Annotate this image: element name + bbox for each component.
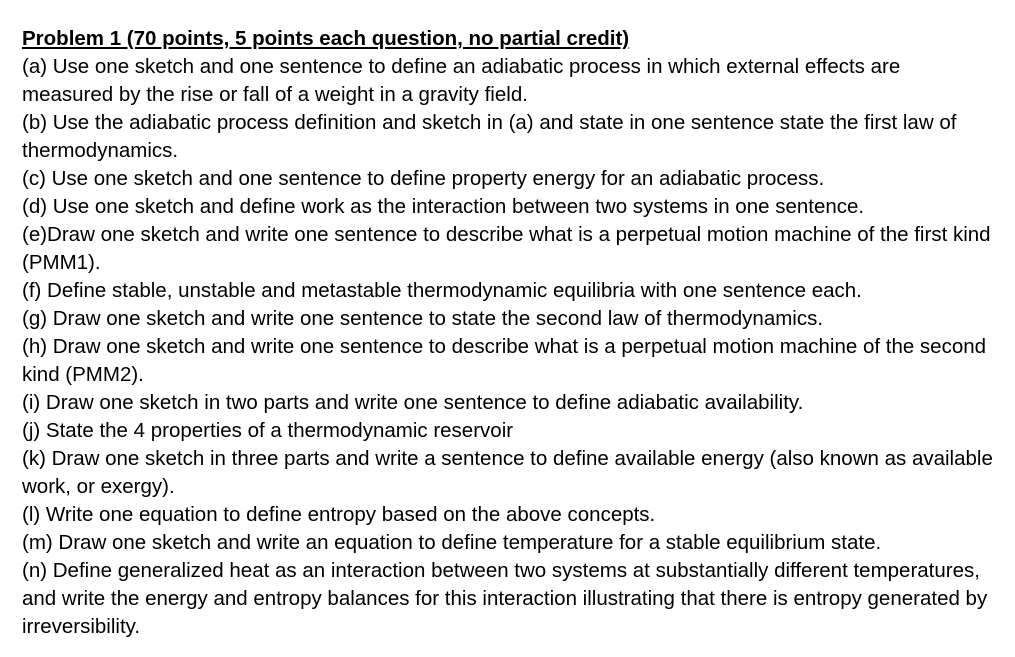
question-e: (e)Draw one sketch and write one sentence to describe what is a perpetual motion machine of the first kind (PMM1). xyxy=(22,223,991,274)
question-f: (f) Define stable, unstable and metastable thermodynamic equilibria with one sentence each. xyxy=(22,279,862,302)
question-j: (j) State the 4 properties of a thermodynamic reservoir xyxy=(22,419,514,442)
question-c: (c) Use one sketch and one sentence to define property energy for an adiabatic process. xyxy=(22,167,825,190)
question-k: (k) Draw one sketch in three parts and write a sentence to define available energy (also known as available work, or exergy). xyxy=(22,447,993,498)
question-a: (a) Use one sketch and one sentence to define an adiabatic process in which external effects are measured by the rise or fall of a weight in a gravity field. xyxy=(22,55,901,106)
problem-heading: Problem 1 (70 points, 5 points each question, no partial credit) xyxy=(22,27,630,50)
question-g: (g) Draw one sketch and write one sentence to state the second law of thermodynamics. xyxy=(22,307,824,330)
question-b: (b) Use the adiabatic process definition and sketch in (a) and state in one sentence state the first law of thermodynamics. xyxy=(22,111,957,162)
question-d: (d) Use one sketch and define work as the interaction between two systems in one sentence. xyxy=(22,195,865,218)
question-m: (m) Draw one sketch and write an equation to define temperature for a stable equilibrium state. xyxy=(22,531,882,554)
question-h: (h) Draw one sketch and write one sentence to describe what is a perpetual motion machine of the second kind (PMM2). xyxy=(22,335,987,386)
problem-document xyxy=(22,25,997,641)
question-n: (n) Define generalized heat as an interaction between two systems at substantially different temperatures, and write the energy and entropy balances for this interaction illustrating that there is entropy generated by irreversibility. xyxy=(22,559,988,638)
question-l: (l) Write one equation to define entropy based on the above concepts. xyxy=(22,503,656,526)
question-i: (i) Draw one sketch in two parts and write one sentence to define adiabatic availability. xyxy=(22,391,804,414)
